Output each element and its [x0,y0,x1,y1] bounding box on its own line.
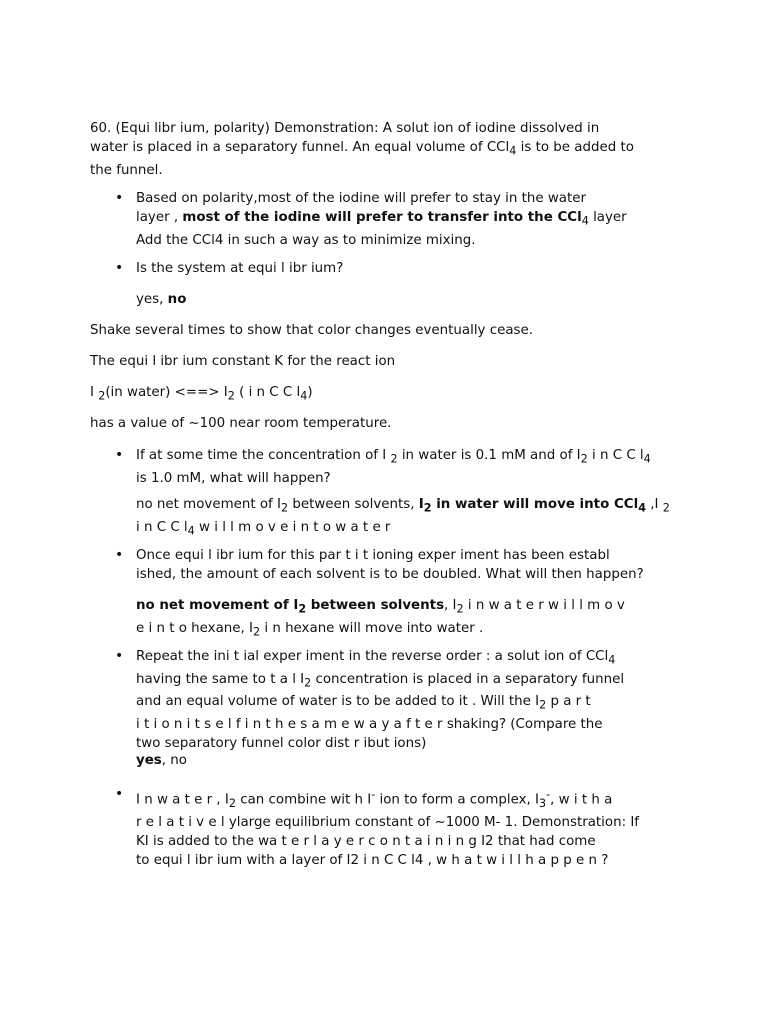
intro-line-3: the funnel. [90,162,163,178]
answer-concentration: no net movement of $I_2$ between solvents, $I_2$ in water will move into CCl$_4$ ,I $_2$ i n C C $l_4$ w i l l m o v e i n t o w a t e r [136,497,670,538]
bullet-icon: • [115,786,124,802]
intro-paragraph [90,119,690,180]
bullet-polarity: Based on polarity,most of the iodine will prefer to stay in the water layer , most of the iodine will prefer to transfer into the CCl$_4$ layer Add the CCl4 in such a way as to minimize mixing. [136,191,627,248]
bullet-icon: • [115,447,124,463]
bullet-icon: • [115,547,124,563]
intro-line-2: water is placed in a separatory funnel. An equal volume of CCl$_4$ is to be added to [90,140,634,158]
shake-paragraph: Shake several times to show that color changes eventually cease. [90,323,534,338]
bullet-concentration: If at some time the concentration of I $_2$ in water is 0.1 mM and of $I_2$ i n C C $l_4$ is 1.0 mM, what will happen? [136,448,651,486]
bullet-icon: • [115,260,124,276]
intro-line-1: 60. (Equi libr ium, polarity) Demonstration: A solut ion of iodine dissolved in [90,121,600,136]
answer-reverse-order: yes, no [136,753,187,768]
bullet-icon: • [115,648,124,664]
reaction-equation: I $_2$(in water) <==> $I_2$ ( i n C C $l_4$) [90,385,313,403]
bullet-icon: • [115,190,124,206]
bullet-equilibrium-question: Is the system at equi l ibr ium? [136,261,344,276]
bullet-doubling: Once equi l ibr ium for this par t i t ioning exper iment has been establ ished, the amount of each solvent is to be doubled. What will then happen? [136,548,644,582]
answer-equilibrium: yes, no [136,292,187,307]
bullet-reverse-order: Repeat the ini t ial exper iment in the reverse order : a solut ion of CCl$_4$ having the same to t a l $I_2$ concentration is placed in a separatory funnel and an equal volume of water is to be added to it . Will the $I_2$ p a r t i t i o n i t s e l f i n t h e s a m e w a y a f t e r shaking? (Compare the two separatory funnel color dist r ibut ions) [136,649,625,752]
constant-paragraph: The equi l ibr ium constant K for the react ion [90,354,396,369]
answer-doubling: no net movement of $I_2$ between solvents, $I_2$ i n w a t e r w i l l m o v e i n t o hexane, $I_2$ i n hexane will move into water . [136,598,625,639]
value-paragraph: has a value of ~100 near room temperature. [90,416,392,431]
bullet-complex: I n w a t e r , $I_2$ can combine wit h I- ion to form a complex, $I_3^-$, w i t h a r e l a t i v e l ylarge equilibrium constant of ~1000 M- 1. Demonstration: If KI is added to the wa t e r l a y e r c o n t a i n i n g I2 that had come to equi l ibr ium with a layer of I2 i n C C l4 , w h a t w i l l h a p p e n ? [136,788,639,869]
